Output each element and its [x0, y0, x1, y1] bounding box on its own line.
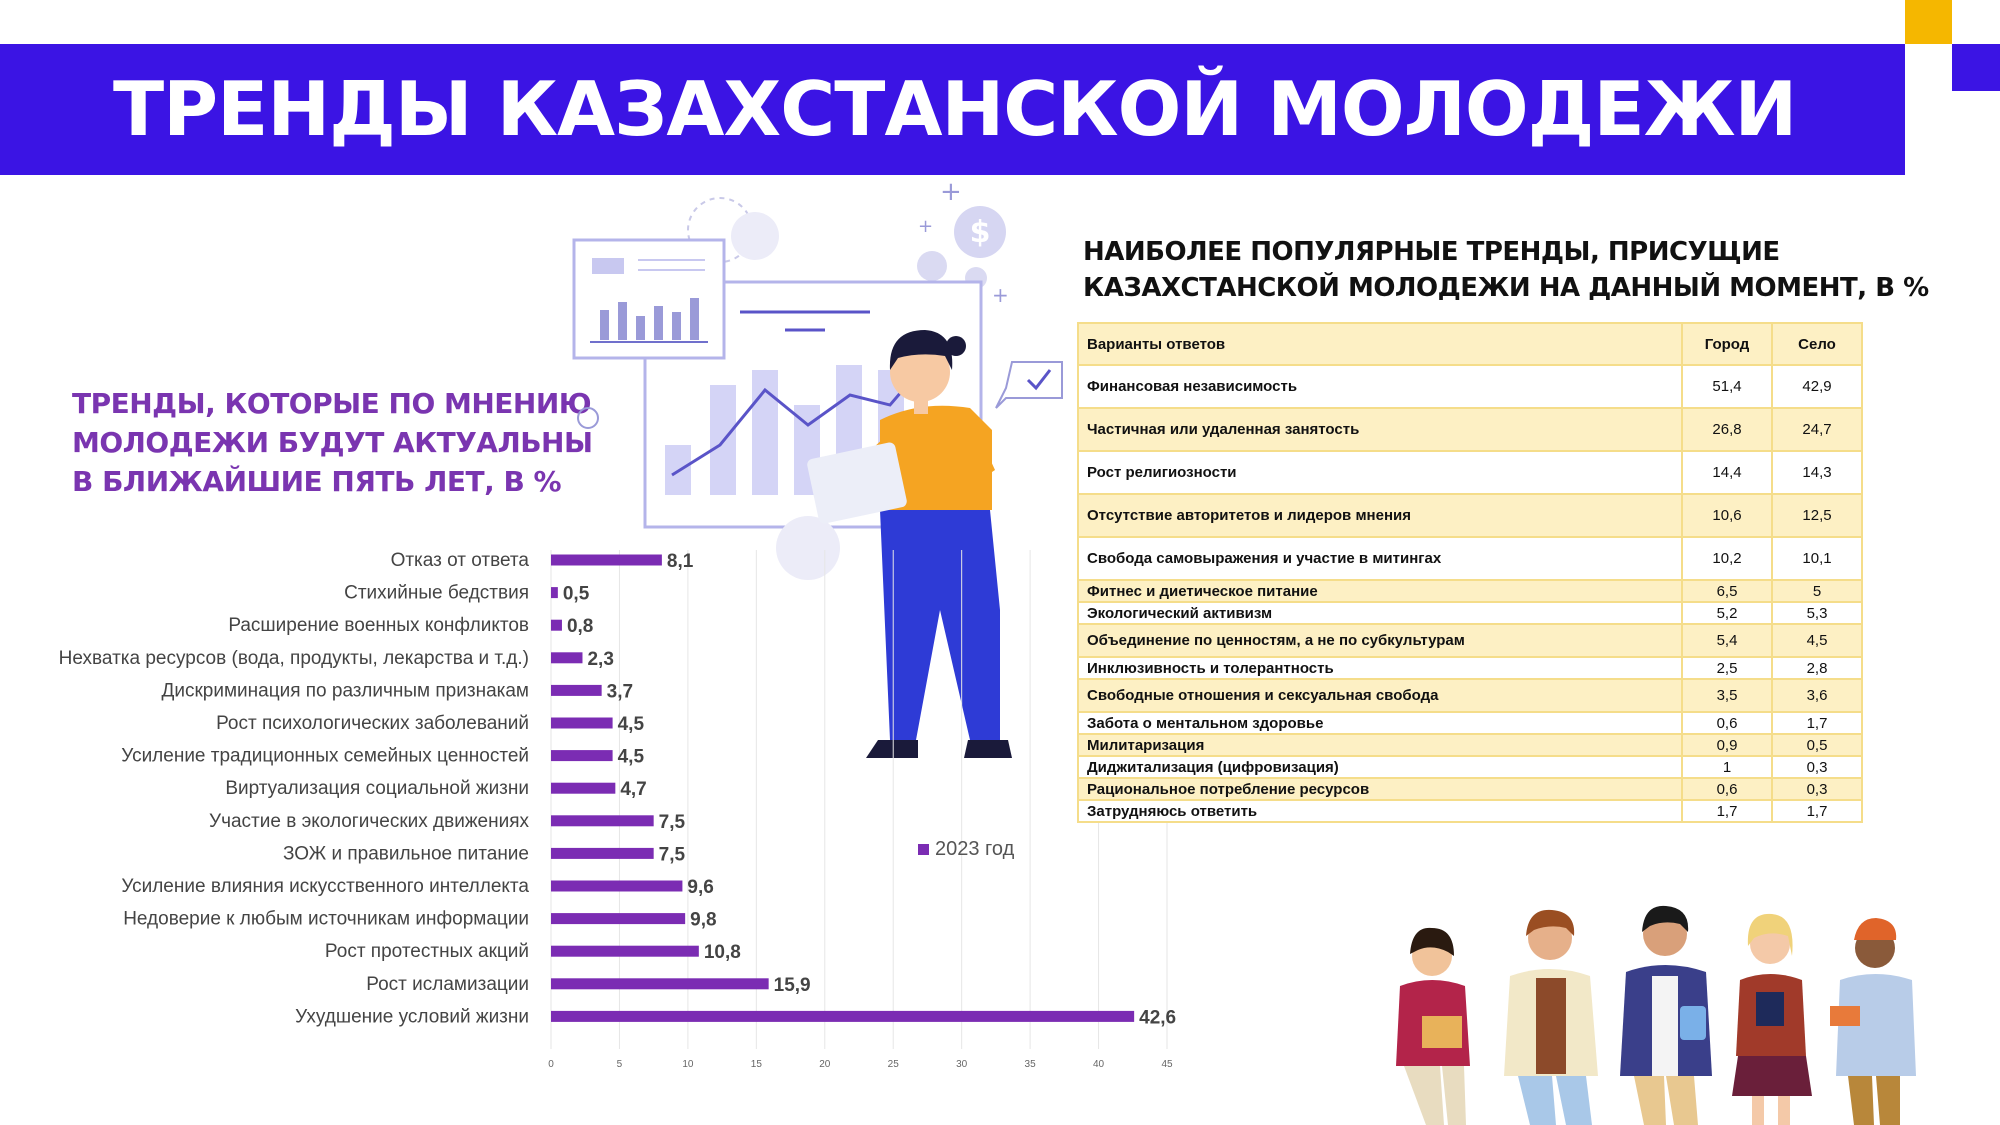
table-cell-answer: Свободные отношения и сексуальная свобода — [1078, 679, 1682, 712]
chart-heading-line: ТРЕНДЫ, КОТОРЫЕ ПО МНЕНИЮ — [72, 387, 592, 420]
svg-text:+: + — [992, 283, 1009, 307]
bar — [551, 587, 558, 598]
x-tick-label: 35 — [1024, 1059, 1036, 1070]
bar — [551, 913, 685, 924]
youth-group-illustration — [1360, 896, 1960, 1125]
data-label: 4,5 — [617, 714, 645, 735]
corner-accent-yellow — [1905, 0, 1952, 44]
category-label: Участие в экологических движениях — [209, 810, 529, 832]
data-label: 9,6 — [687, 877, 714, 898]
table-cell-answer: Фитнес и диетическое питание — [1078, 580, 1682, 602]
chart-legend — [918, 838, 1014, 861]
table-row — [1078, 778, 1862, 800]
table-row — [1078, 451, 1862, 494]
table-row — [1078, 602, 1862, 624]
table-cell-answer: Рост религиозности — [1078, 451, 1682, 494]
table-cell-city: 51,4 — [1682, 365, 1772, 408]
category-label: Рост протестных акций — [324, 941, 529, 963]
table-cell-city: 26,8 — [1682, 408, 1772, 451]
table-cell-answer: Забота о ментальном здоровье — [1078, 712, 1682, 734]
bar — [551, 685, 602, 696]
table-cell-city: 1,7 — [1682, 800, 1772, 822]
table-cell-village: 12,5 — [1772, 494, 1862, 537]
table-header-answer: Варианты ответов — [1078, 323, 1682, 365]
table-cell-city: 6,5 — [1682, 580, 1772, 602]
table-row — [1078, 657, 1862, 679]
table-cell-answer: Финансовая независимость — [1078, 365, 1682, 408]
category-label: ЗОЖ и правильное питание — [283, 843, 529, 865]
x-tick-label: 30 — [956, 1059, 968, 1070]
table-row — [1078, 494, 1862, 537]
table-cell-village: 1,7 — [1772, 800, 1862, 822]
legend-swatch — [918, 844, 929, 855]
x-tick-label: 5 — [616, 1059, 623, 1070]
table-row — [1078, 734, 1862, 756]
category-label: Недоверие к любым источникам информации — [123, 908, 529, 930]
trends-table — [1077, 322, 1863, 823]
table-cell-village: 0,3 — [1772, 778, 1862, 800]
table-row — [1078, 537, 1862, 580]
table-cell-answer: Объединение по ценностям, а не по субкультурам — [1078, 624, 1682, 657]
x-tick-label: 20 — [819, 1059, 831, 1070]
table-cell-village: 24,7 — [1772, 408, 1862, 451]
chart-heading — [72, 384, 593, 501]
table-cell-answer: Рациональное потребление ресурсов — [1078, 778, 1682, 800]
page-title: ТРЕНДЫ КАЗАХСТАНСКОЙ МОЛОДЕЖИ — [113, 65, 1797, 153]
x-tick-label: 25 — [887, 1059, 899, 1070]
table-row — [1078, 580, 1862, 602]
table-cell-village: 0,5 — [1772, 734, 1862, 756]
bar — [551, 848, 654, 859]
x-tick-label: 0 — [548, 1059, 554, 1070]
data-label: 42,6 — [1139, 1007, 1177, 1029]
table-cell-village: 0,3 — [1772, 756, 1862, 778]
table-cell-village: 42,9 — [1772, 365, 1862, 408]
table-cell-city: 0,6 — [1682, 712, 1772, 734]
table-header-village: Село — [1772, 323, 1862, 365]
table-cell-answer: Отсутствие авторитетов и лидеров мнения — [1078, 494, 1682, 537]
table-cell-city: 5,4 — [1682, 624, 1772, 657]
table-cell-city: 5,2 — [1682, 602, 1772, 624]
table-row — [1078, 624, 1862, 657]
table-cell-city: 1 — [1682, 756, 1772, 778]
table-heading — [1083, 234, 1983, 306]
data-label: 15,9 — [773, 974, 811, 996]
category-label: Стихийные бедствия — [344, 582, 529, 604]
x-tick-label: 10 — [682, 1059, 694, 1070]
bar — [551, 881, 682, 892]
table-cell-city: 2,5 — [1682, 657, 1772, 679]
svg-text:$: $ — [969, 215, 991, 250]
data-label: 2,3 — [587, 648, 614, 670]
data-label: 7,5 — [658, 811, 686, 833]
bar — [551, 783, 615, 794]
data-label: 7,5 — [658, 844, 686, 866]
header-banner — [0, 44, 1905, 175]
table-row — [1078, 365, 1862, 408]
svg-text:+: + — [940, 180, 962, 207]
category-label: Рост психологических заболеваний — [216, 713, 529, 734]
data-label: 3,7 — [606, 681, 634, 703]
table-heading-line: НАИБОЛЕЕ ПОПУЛЯРНЫЕ ТРЕНДЫ, ПРИСУЩИЕ — [1083, 237, 1780, 267]
bar — [551, 1011, 1134, 1022]
category-label: Отказ от ответа — [390, 550, 529, 571]
data-label: 4,7 — [620, 779, 647, 801]
category-label: Ухудшение условий жизни — [295, 1006, 529, 1028]
bar — [551, 750, 613, 761]
table-cell-answer: Милитаризация — [1078, 734, 1682, 756]
table-cell-village: 4,5 — [1772, 624, 1862, 657]
legend-label: 2023 год — [935, 838, 1015, 860]
category-label: Усиление влияния искусственного интеллекта — [121, 876, 529, 897]
category-label: Рост исламизации — [366, 973, 529, 995]
x-tick-label: 40 — [1092, 1059, 1105, 1070]
corner-accent-blue — [1952, 44, 2000, 91]
table-cell-answer: Затрудняюсь ответить — [1078, 800, 1682, 822]
table-cell-village: 14,3 — [1772, 451, 1862, 494]
category-label: Нехватка ресурсов (вода, продукты, лекарства и т.д.) — [58, 647, 529, 669]
bar — [551, 718, 613, 729]
table-cell-village: 2,8 — [1772, 657, 1862, 679]
svg-text:+: + — [918, 216, 934, 237]
category-label: Усиление традиционных семейных ценностей — [121, 745, 529, 767]
table-cell-village: 3,6 — [1772, 679, 1862, 712]
bar — [551, 815, 654, 826]
table-cell-answer: Частичная или удаленная занятость — [1078, 408, 1682, 451]
bar — [551, 555, 662, 566]
data-label: 9,8 — [690, 909, 717, 931]
data-label: 0,5 — [562, 583, 590, 605]
category-label: Виртуализация социальной жизни — [225, 778, 529, 800]
table-header-city: Город — [1682, 323, 1772, 365]
table-cell-city: 10,2 — [1682, 537, 1772, 580]
table-cell-answer: Свобода самовыражения и участие в митингах — [1078, 537, 1682, 580]
table-cell-answer: Инклюзивность и толерантность — [1078, 657, 1682, 679]
table-cell-city: 0,6 — [1682, 778, 1772, 800]
chart-heading-line: МОЛОДЕЖИ БУДУТ АКТУАЛЬНЫ — [72, 426, 593, 459]
category-label: Дискриминация по различным признакам — [161, 680, 529, 702]
table-cell-village: 5 — [1772, 580, 1862, 602]
table-cell-city: 3,5 — [1682, 679, 1772, 712]
data-label: 8,1 — [666, 551, 694, 572]
table-cell-city: 14,4 — [1682, 451, 1772, 494]
table-header-row — [1078, 323, 1862, 365]
data-label: 10,8 — [703, 942, 741, 964]
bar — [551, 652, 582, 663]
table-cell-answer: Экологический активизм — [1078, 602, 1682, 624]
chart-heading-line: В БЛИЖАЙШИЕ ПЯТЬ ЛЕТ, В % — [72, 465, 562, 498]
table-cell-city: 10,6 — [1682, 494, 1772, 537]
table-row — [1078, 408, 1862, 451]
data-label: 4,5 — [617, 746, 645, 768]
trends-bar-chart — [0, 530, 1200, 1070]
x-tick-label: 45 — [1161, 1059, 1173, 1070]
table-heading-line: КАЗАХСТАНСКОЙ МОЛОДЕЖИ НА ДАННЫЙ МОМЕНТ, В % — [1083, 273, 1929, 303]
bar — [551, 978, 769, 989]
table-cell-city: 0,9 — [1682, 734, 1772, 756]
table-row — [1078, 712, 1862, 734]
category-label: Расширение военных конфликтов — [228, 615, 529, 637]
data-label: 0,8 — [566, 616, 594, 638]
table-cell-village: 5,3 — [1772, 602, 1862, 624]
table-cell-village: 1,7 — [1772, 712, 1862, 734]
bar — [551, 620, 562, 631]
table-row — [1078, 800, 1862, 822]
table-cell-village: 10,1 — [1772, 537, 1862, 580]
table-cell-answer: Диджитализация (цифровизация) — [1078, 756, 1682, 778]
x-tick-label: 15 — [750, 1059, 762, 1070]
bar — [551, 946, 699, 957]
table-row — [1078, 679, 1862, 712]
table-row — [1078, 756, 1862, 778]
